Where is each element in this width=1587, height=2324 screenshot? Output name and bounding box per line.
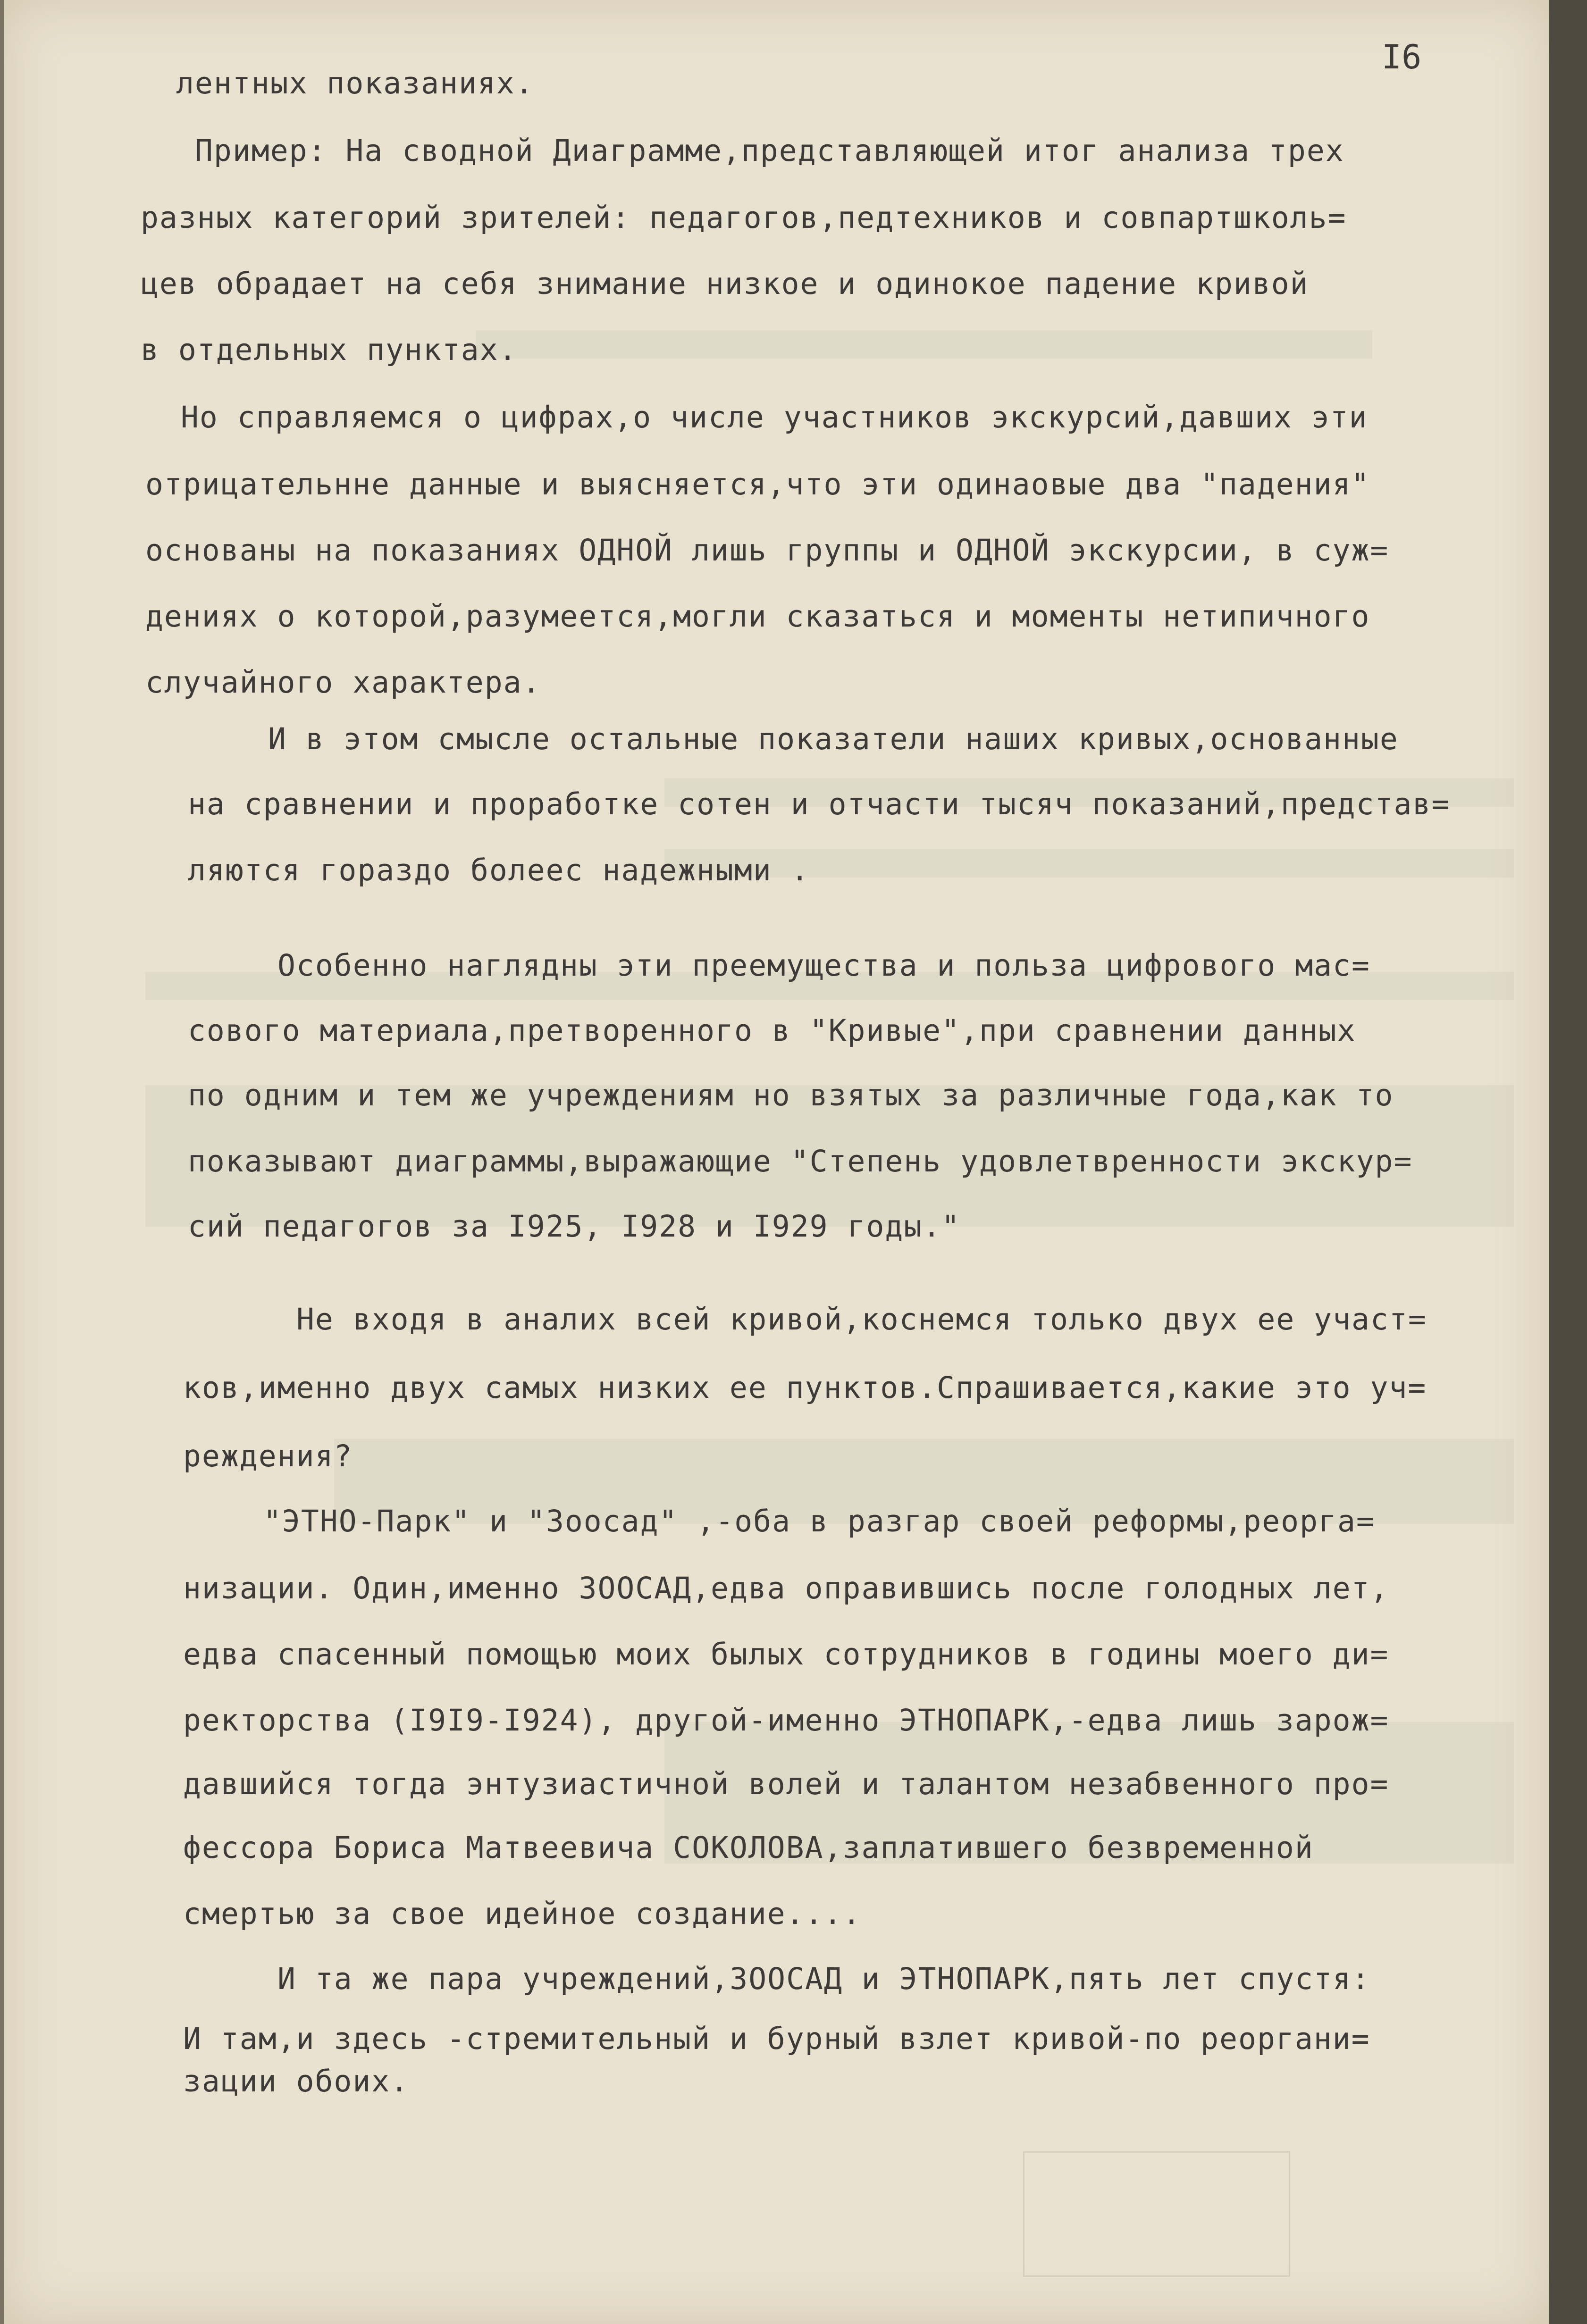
text-line: едва спасенный помощью моих былых сотрудников в годины моего ди=	[183, 1637, 1389, 1672]
text-line: на сравнении и проработке сотен и отчасти тысяч показаний,представ=	[188, 787, 1451, 821]
text-line: ректорства (I9I9-I924), другой-именно ЭТНОПАРК,-едва лишь зарож=	[183, 1703, 1389, 1738]
scan-edge	[1549, 0, 1587, 2324]
text-line: в отдельных пунктах.	[141, 333, 518, 367]
text-line: разных категорий зрителей: педагогов,педтехников и совпартшколь=	[141, 201, 1347, 235]
text-line: случайного характера.	[145, 665, 541, 700]
text-line: фессора Бориса Матвеевича СОКОЛОВА,заплатившего безвременной	[183, 1831, 1314, 1865]
text-line: сового материала,претворенного в "Кривые",при сравнении данных	[188, 1013, 1356, 1048]
text-line: сий педагогов за I925, I928 и I929 годы."	[188, 1209, 961, 1244]
text-line: Но справляемся о цифрах,о числе участников экскурсий,давших эти	[181, 400, 1368, 435]
text-line: цев обрадает на себя знимание низкое и одинокое падение кривой	[141, 267, 1309, 301]
text-line: по одним и тем же учреждениям но взятых за различные года,как то	[188, 1078, 1394, 1112]
text-line: И та же пара учреждений,ЗООСАД и ЭТНОПАРК,пять лет спустя:	[277, 1962, 1370, 1996]
text-line: зации обоих.	[183, 2064, 410, 2098]
text-line: низации. Один,именно ЗООСАД,едва оправившись после голодных лет,	[183, 1571, 1389, 1605]
text-line: дениях о которой,разумеется,могли сказаться и моменты нетипичного	[145, 599, 1370, 634]
text-line: основаны на показаниях ОДНОЙ лишь группы и ОДНОЙ экскурсии, в суж=	[145, 533, 1389, 568]
text-line: "ЭТНО-Парк" и "Зоосад" ,-оба в разгар своей реформы,реорга=	[263, 1504, 1375, 1538]
faint-stamp	[1023, 2151, 1290, 2277]
text-line: Пример: На сводной Диаграмме,представляющей итог анализа трех	[195, 134, 1344, 168]
text-line: отрицательнне данные и выясняется,что эти одинаовые два "падения"	[145, 467, 1370, 502]
bleed-through	[476, 330, 1372, 359]
text-line: ляются гораздо болеес надежными .	[188, 853, 810, 887]
text-line: лентных показаниях.	[176, 66, 534, 100]
text-line: Не входя в аналих всей кривой,коснемся только двух ее участ=	[296, 1302, 1427, 1337]
text-line: реждения?	[183, 1439, 353, 1473]
text-line: ков,именно двух самых низких ее пунктов.Спрашивается,какие это уч=	[183, 1371, 1427, 1405]
page-number: I6	[1382, 38, 1422, 76]
text-line: И там,и здесь -стремительный и бурный взлет кривой-по реоргани=	[183, 2022, 1370, 2056]
document-page	[4, 0, 1549, 2324]
text-line: И в этом смысле остальные показатели наших кривых,основанные	[268, 722, 1399, 756]
text-line: показывают диаграммы,выражающие "Степень удовлетвренности экскур=	[188, 1144, 1413, 1179]
text-line: давшийся тогда энтузиастичной волей и талантом незабвенного про=	[183, 1767, 1389, 1801]
text-line: смертью за свое идейное создание....	[183, 1897, 862, 1931]
text-line: Особенно наглядны эти преемущества и польза цифрового мас=	[277, 948, 1370, 983]
